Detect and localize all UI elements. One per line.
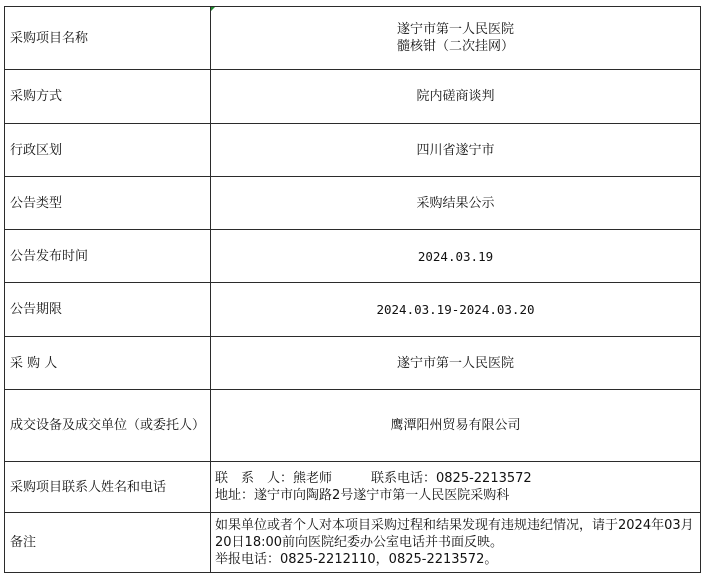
row-label-project-name: 采购项目名称 [5,7,211,70]
notice-type-value: 采购结果公示 [211,177,701,230]
row-label-method: 采购方式 [5,70,211,124]
report-phone: 举报电话：0825-2212110，0825-2213572。 [215,552,498,567]
hospital-name: 遂宁市第一人民医院 [396,22,514,37]
table-row [5,283,701,337]
row-label-publish-time: 公告发布时间 [5,230,211,283]
row-label-notice-period: 公告期限 [5,283,211,337]
table-row [5,7,701,70]
row-label-contact: 采购项目联系人姓名和电话 [5,462,211,513]
row-label-purchaser: 采 购 人 [5,337,211,390]
table-row [5,177,701,230]
table-row [5,390,701,462]
contact-value [211,462,701,513]
table-row [5,513,701,573]
row-label-remarks: 备注 [5,513,211,573]
publish-time-value: 2024.03.19 [211,230,701,283]
row-label-winning-supplier: 成交设备及成交单位（或委托人） [5,390,211,462]
item-name: 髓核钳（二次挂网） [396,39,514,54]
contact-person-phone: 联 系 人：熊老师 联系电话：0825-2213572 [215,471,532,486]
remarks-text: 如果单位或者个人对本项目采购过程和结果发现有违规违纪情况，请于2024年03月20日18:00前向医院纪委办公室电话并书面反映。 [215,518,694,550]
table-row [5,124,701,177]
row-label-notice-type: 公告类型 [5,177,211,230]
row-label-region: 行政区划 [5,124,211,177]
contact-address: 地址：遂宁市向陶路2号遂宁市第一人民医院采购科 [215,488,510,503]
project-name-value [211,7,701,70]
table-row [5,462,701,513]
purchaser-value: 遂宁市第一人民医院 [211,337,701,390]
remarks-value [211,513,701,573]
method-value: 院内磋商谈判 [211,70,701,124]
table-row [5,337,701,390]
procurement-result-table [4,6,701,573]
notice-period-value: 2024.03.19-2024.03.20 [211,283,701,337]
region-value: 四川省遂宁市 [211,124,701,177]
table-row [5,230,701,283]
table-row [5,70,701,124]
winning-supplier-value: 鹰潭阳州贸易有限公司 [211,390,701,462]
